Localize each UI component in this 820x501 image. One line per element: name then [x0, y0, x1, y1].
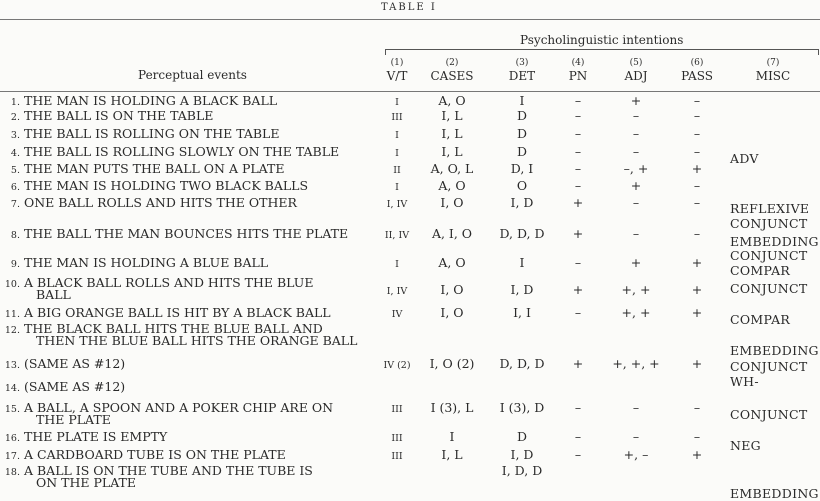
row-number: 7.: [10, 199, 20, 210]
cell-vt: I: [395, 130, 399, 141]
cell-vt: II, IV: [384, 230, 410, 241]
cell-misc: EMBEDDING: [730, 234, 819, 249]
row-number: 5.: [10, 165, 20, 176]
column-number: (3): [515, 58, 529, 68]
event-text: A BLACK BALL ROLLS AND HITS THE BLUE: [24, 275, 314, 290]
header-rule: [0, 91, 820, 92]
cell-det: O: [516, 178, 528, 193]
cell-misc: CONJUNCT: [730, 216, 808, 231]
cell-pn: –: [574, 126, 582, 141]
column-label: PASS: [681, 69, 713, 83]
cell-misc: CONJUNCT: [730, 281, 808, 296]
cell-adj: –: [632, 226, 640, 241]
cell-misc: EMBEDDING: [730, 343, 819, 358]
row-number: 12.: [4, 325, 20, 336]
event-text: A BALL IS ON THE TUBE AND THE TUBE IS: [24, 463, 313, 478]
cell-adj: –, +: [623, 161, 649, 176]
cell-pn: +: [572, 226, 584, 241]
cell-cases: A, O: [438, 93, 466, 108]
cell-cases: I: [449, 429, 455, 444]
event-text: THE MAN IS HOLDING TWO BLACK BALLS: [24, 178, 309, 193]
cell-adj: –: [632, 126, 640, 141]
cell-det: I: [519, 255, 525, 270]
cell-pass: +: [691, 161, 703, 176]
event-text: A BIG ORANGE BALL IS HIT BY A BLACK BALL: [24, 305, 331, 320]
top-rule: [0, 19, 820, 20]
event-text: ON THE PLATE: [36, 475, 137, 490]
cell-vt: II: [393, 165, 401, 176]
cell-vt: I: [395, 182, 399, 193]
cell-det: D, D, D: [499, 356, 545, 371]
cell-adj: –: [632, 195, 640, 210]
cell-pn: –: [574, 161, 582, 176]
cell-det: D: [516, 144, 528, 159]
cell-vt: IV: [391, 309, 403, 320]
cell-cases: A, I, O: [431, 226, 473, 241]
cell-misc: CONJUNCT: [730, 248, 808, 263]
row-number: 17.: [4, 451, 20, 462]
cell-adj: +, +: [621, 282, 651, 297]
cell-adj: +, +: [621, 305, 651, 320]
cell-cases: A, O, L: [430, 161, 474, 176]
event-text: (SAME AS #12): [24, 356, 126, 371]
row-number: 8.: [10, 230, 20, 241]
cell-pass: –: [693, 144, 701, 159]
cell-cases: I, O: [440, 195, 464, 210]
cell-vt: I, IV: [386, 199, 408, 210]
row-number: 1.: [10, 97, 20, 108]
row-number: 9.: [10, 259, 20, 270]
cell-adj: –: [632, 144, 640, 159]
cell-cases: I, L: [441, 144, 463, 159]
cell-cases: I, O: [440, 305, 464, 320]
row-number: 11.: [4, 309, 20, 320]
cell-pass: +: [691, 305, 703, 320]
cell-pass: –: [693, 226, 701, 241]
cell-pass: –: [693, 429, 701, 444]
cell-adj: +: [630, 255, 642, 270]
cell-adj: +, +, +: [612, 356, 660, 371]
row-number: 16.: [4, 433, 20, 444]
cell-pass: –: [693, 195, 701, 210]
column-number: (7): [766, 58, 780, 68]
group-header: Psycholinguistic intentions: [520, 33, 684, 47]
cell-pn: –: [574, 144, 582, 159]
cell-adj: –: [632, 108, 640, 123]
event-text: A BALL, A SPOON AND A POKER CHIP ARE ON: [24, 400, 334, 415]
event-text: THE BLACK BALL HITS THE BLUE BALL AND: [24, 321, 323, 336]
cell-pn: –: [574, 447, 582, 462]
row-number: 13.: [4, 360, 20, 371]
cell-det: D: [516, 126, 528, 141]
cell-pn: –: [574, 93, 582, 108]
cell-cases: I, L: [441, 108, 463, 123]
cell-vt: I, IV: [386, 286, 408, 297]
event-text: ONE BALL ROLLS AND HITS THE OTHER: [24, 195, 297, 210]
row-number: 10.: [4, 279, 20, 290]
cell-misc: WH-: [730, 374, 759, 389]
event-text: THE BALL IS ROLLING ON THE TABLE: [24, 126, 280, 141]
event-text: THE PLATE IS EMPTY: [24, 429, 168, 444]
event-text: THE MAN IS HOLDING A BLUE BALL: [24, 255, 269, 270]
cell-det: I, I: [513, 305, 531, 320]
event-text: THE BALL IS ROLLING SLOWLY ON THE TABLE: [24, 144, 340, 159]
column-number: (4): [571, 58, 585, 68]
row-number: 2.: [10, 112, 20, 123]
cell-pass: +: [691, 282, 703, 297]
cell-pass: –: [693, 178, 701, 193]
cell-pn: –: [574, 178, 582, 193]
event-text: THE BALL THE MAN BOUNCES HITS THE PLATE: [24, 226, 349, 241]
column-label: V/T: [386, 69, 408, 83]
cell-cases: A, O: [438, 178, 466, 193]
cell-cases: I, O: [440, 282, 464, 297]
cell-pn: –: [574, 255, 582, 270]
cell-pn: –: [574, 108, 582, 123]
cell-misc: NEG: [730, 438, 761, 453]
column-label: CASES: [430, 69, 474, 83]
cell-det: I, D, D: [501, 463, 543, 478]
cell-cases: I (3), L: [430, 400, 474, 415]
cell-misc: CONJUNCT: [730, 359, 808, 374]
column-label: DET: [508, 69, 536, 83]
events-header: Perceptual events: [138, 68, 247, 82]
cell-adj: +: [630, 178, 642, 193]
cell-det: I, D: [510, 447, 534, 462]
cell-det: I: [519, 93, 525, 108]
column-number: (6): [690, 58, 704, 68]
cell-adj: –: [632, 429, 640, 444]
cell-cases: I, O (2): [429, 356, 475, 371]
event-text: THE BALL IS ON THE TABLE: [24, 108, 214, 123]
cell-pass: –: [693, 93, 701, 108]
cell-vt: I: [395, 148, 399, 159]
cell-vt: III: [391, 451, 403, 462]
event-text: THEN THE BLUE BALL HITS THE ORANGE BALL: [36, 333, 358, 348]
cell-det: D, I: [510, 161, 534, 176]
cell-pass: +: [691, 447, 703, 462]
cell-misc: COMPAR: [730, 312, 791, 327]
row-number: 6.: [10, 182, 20, 193]
cell-pn: –: [574, 429, 582, 444]
column-label: MISC: [755, 69, 791, 83]
cell-pn: +: [572, 195, 584, 210]
cell-adj: +, –: [623, 447, 649, 462]
cell-cases: I, L: [441, 126, 463, 141]
cell-adj: +: [630, 93, 642, 108]
cell-pn: –: [574, 305, 582, 320]
cell-misc: CONJUNCT: [730, 407, 808, 422]
cell-vt: IV (2): [383, 360, 411, 371]
cell-det: D, D, D: [499, 226, 545, 241]
row-number: 18.: [4, 467, 20, 478]
cell-det: I, D: [510, 282, 534, 297]
cell-pass: –: [693, 126, 701, 141]
table-caption: TABLE I: [381, 2, 437, 13]
cell-misc: ADV: [730, 151, 759, 166]
cell-vt: III: [391, 433, 403, 444]
cell-vt: III: [391, 404, 403, 415]
cell-det: I, D: [510, 195, 534, 210]
group-brace: [385, 49, 819, 55]
event-text: THE PLATE: [36, 412, 111, 427]
column-label: PN: [568, 69, 588, 83]
row-number: 4.: [10, 148, 20, 159]
cell-misc: EMBEDDING: [730, 486, 819, 501]
row-number: 15.: [4, 404, 20, 415]
cell-pass: –: [693, 108, 701, 123]
cell-det: D: [516, 108, 528, 123]
cell-pass: –: [693, 400, 701, 415]
event-text: BALL: [36, 287, 71, 302]
cell-adj: –: [632, 400, 640, 415]
cell-pn: +: [572, 356, 584, 371]
column-number: (1): [390, 58, 404, 68]
cell-cases: I, L: [441, 447, 463, 462]
cell-pn: +: [572, 282, 584, 297]
cell-vt: I: [395, 259, 399, 270]
cell-det: D: [516, 429, 528, 444]
cell-pass: +: [691, 255, 703, 270]
cell-pass: +: [691, 356, 703, 371]
cell-misc: REFLEXIVE: [730, 201, 810, 216]
event-text: THE MAN PUTS THE BALL ON A PLATE: [24, 161, 285, 176]
column-label: ADJ: [624, 69, 648, 83]
event-text: A CARDBOARD TUBE IS ON THE PLATE: [24, 447, 286, 462]
cell-det: I (3), D: [499, 400, 545, 415]
cell-pn: –: [574, 400, 582, 415]
cell-vt: I: [395, 97, 399, 108]
event-text: THE MAN IS HOLDING A BLACK BALL: [24, 93, 278, 108]
cell-misc: COMPAR: [730, 263, 791, 278]
column-number: (2): [445, 58, 459, 68]
cell-vt: III: [391, 112, 403, 123]
event-text: (SAME AS #12): [24, 379, 126, 394]
cell-cases: A, O: [438, 255, 466, 270]
row-number: 3.: [10, 130, 20, 141]
row-number: 14.: [4, 383, 20, 394]
column-number: (5): [629, 58, 643, 68]
